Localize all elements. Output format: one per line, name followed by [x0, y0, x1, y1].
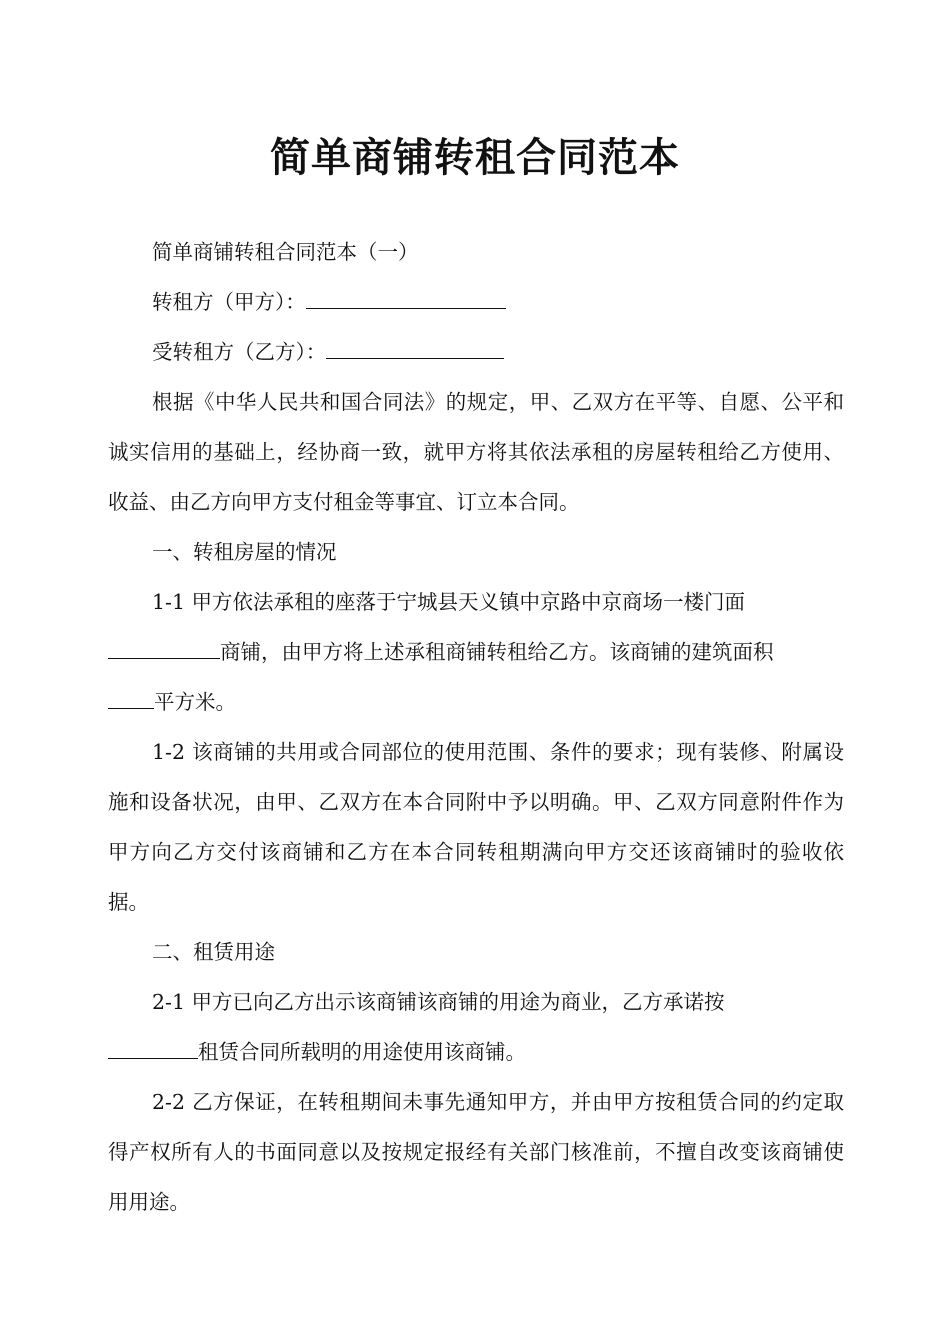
clause-1-1 — [108, 577, 844, 727]
preamble-paragraph: 根据《中华人民共和国合同法》的规定，甲、乙双方在平等、自愿、公平和诚实信用的基础上，经协商一致，就甲方将其依法承租的房屋转租给乙方使用、收益、由乙方向甲方支付租金等事宜、订立本合同。 — [108, 390, 844, 514]
section-2-heading: 二、租赁用途 — [152, 940, 275, 964]
clause-2-2: 2-2 乙方保证，在转租期间未事先通知甲方，并由甲方按租赁合同的约定取得产权所有人的书面同意以及按规定报经有关部门核准前，不擅自改变该商铺使用用途。 — [108, 1090, 844, 1214]
clause-1-1-line2 — [108, 627, 844, 677]
clause-2-1 — [108, 977, 844, 1077]
sublessor-line — [108, 277, 844, 327]
document-title: 简单商铺转租合同范本 — [270, 135, 680, 181]
clause-2-1-part1: 2-1 甲方已向乙方出示该商铺该商铺的用途为商业，乙方承诺按 — [152, 990, 725, 1014]
usage-blank[interactable] — [108, 1035, 198, 1059]
subtitle-text: 简单商铺转租合同范本（一） — [152, 240, 419, 264]
sublessor-label: 转租方（甲方）： — [152, 290, 306, 314]
document-body — [108, 227, 844, 1227]
sublessor-blank[interactable] — [306, 285, 506, 309]
clause-1-1-part1: 1-1 甲方依法承租的座落于宁城县天义镇中京路中京商场一楼门面 — [152, 590, 746, 614]
clause-1-1-part2: 商铺，由甲方将上述承租商铺转租给乙方。该商铺的建筑面积 — [220, 640, 774, 664]
clause-1-1-part3: 平方米。 — [154, 690, 236, 714]
clause-1-2: 1-2 该商铺的共用或合同部位的使用范围、条件的要求；现有装修、附属设施和设备状况，由甲、乙双方在本合同附中予以明确。甲、乙双方同意附件作为甲方向乙方交付该商铺和乙方在本合同转租期满向甲方交还该商铺时的验收依据。 — [108, 740, 844, 914]
clause-2-1-part2: 租赁合同所载明的用途使用该商铺。 — [198, 1040, 526, 1064]
clause-2-1-line2 — [108, 1027, 844, 1077]
sublessee-label: 受转租方（乙方）： — [152, 340, 327, 364]
sublessee-line — [108, 327, 844, 377]
shop-number-blank[interactable] — [108, 635, 220, 659]
area-blank[interactable] — [108, 685, 154, 709]
section-1-heading: 一、转租房屋的情况 — [152, 540, 337, 564]
sublessee-blank[interactable] — [326, 335, 504, 359]
clause-1-1-line3 — [108, 677, 844, 727]
subtitle — [108, 227, 844, 277]
